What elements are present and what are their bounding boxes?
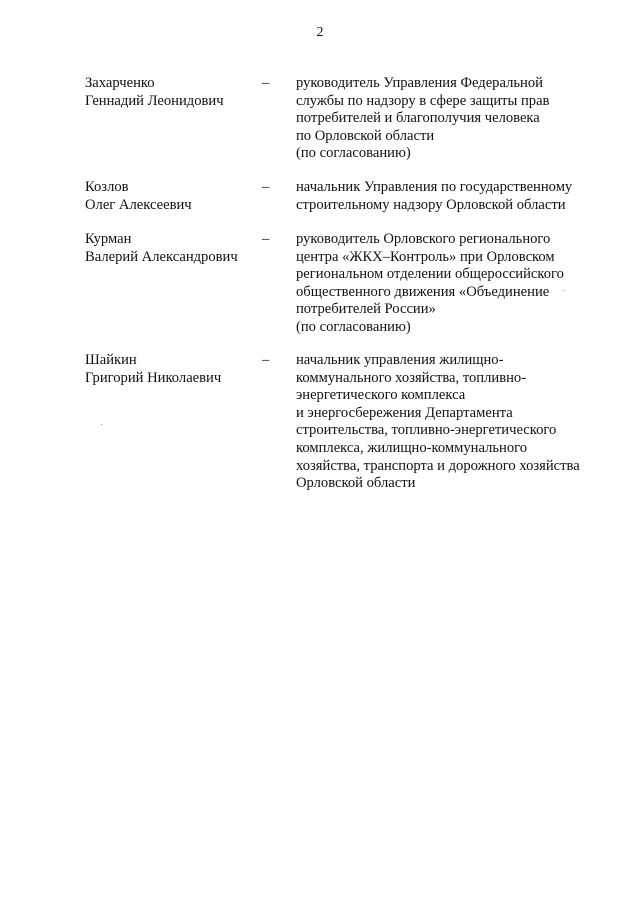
position-description [296,75,616,163]
description-line: строительному надзору Орловской области [296,196,566,213]
person-name [85,231,255,266]
surname: Козлов [85,179,129,195]
dash-separator: – [262,352,270,368]
description-line: общественного движения «Объединение [296,283,550,300]
description-line: начальник управления жилищно- [296,352,504,368]
description-line: начальник Управления по государственному [296,179,573,195]
description-line: и энергосбережения Департамента [296,404,513,421]
dash-separator: – [262,75,270,91]
description-line: коммунального хозяйства, топливно- [296,369,527,386]
description-line: центра «ЖКХ–Контроль» при Орловском [296,248,555,265]
page-number: 2 [316,25,324,40]
person-name [85,352,255,387]
description-line: руководитель Управления Федеральной [296,75,543,91]
scan-speck [101,424,102,425]
given-names: Валерий Александрович [85,248,238,265]
dash-separator: – [262,231,270,247]
description-line: комплекса, жилищно-коммунального [296,439,528,456]
description-line: руководитель Орловского регионального [296,231,551,247]
scan-speck [563,290,564,291]
description-line: региональном отделении общероссийского [296,266,564,283]
person-name [85,75,255,110]
description-line: строительства, топливно-энергетического [296,422,557,439]
person-name [85,179,255,214]
description-line: Орловской области [296,475,416,492]
given-names: Олег Алексеевич [85,196,192,213]
dash-separator: – [262,179,270,195]
position-description [296,231,616,337]
description-line: потребителей России» [296,301,436,318]
description-line: потребителей и благополучия человека [296,110,540,127]
surname: Шайкин [85,352,137,368]
position-description [296,179,616,214]
description-line: (по согласованию) [296,318,411,335]
surname: Захарченко [85,75,155,91]
description-line: службы по надзору в сфере защиты прав [296,92,550,109]
surname: Курман [85,231,132,247]
description-line: (по согласованию) [296,145,411,162]
given-names: Геннадий Леонидович [85,92,224,109]
position-description [296,352,616,493]
description-line: энергетического комплекса [296,387,466,404]
given-names: Григорий Николаевич [85,369,222,386]
description-line: хозяйства, транспорта и дорожного хозяйства [296,457,580,474]
description-line: по Орловской области [296,127,435,144]
